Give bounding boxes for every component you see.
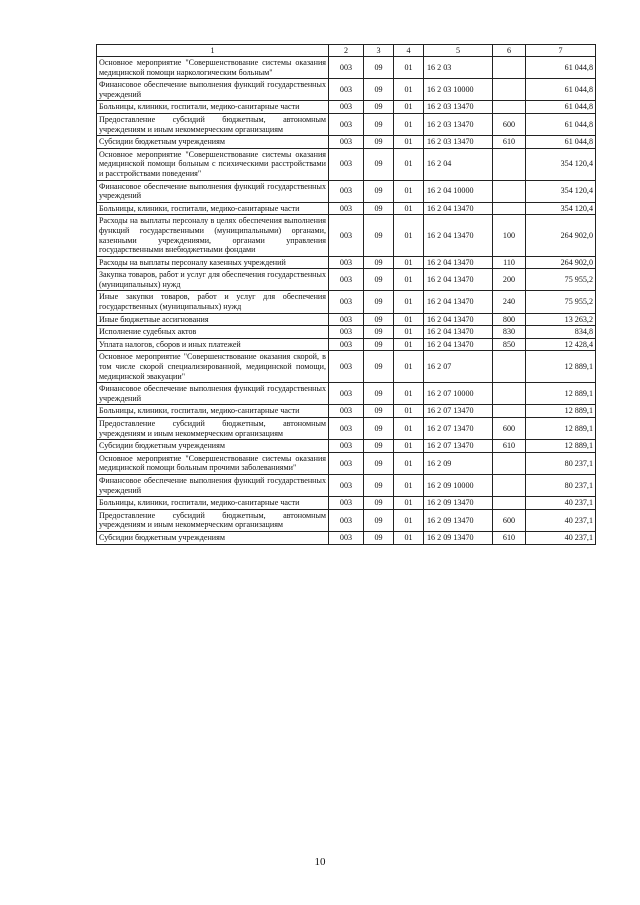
cell-subsection: 01 bbox=[394, 136, 424, 149]
cell-description: Расходы на выплаты персоналу казенных учреждений bbox=[97, 256, 329, 269]
cell-expense-type bbox=[493, 405, 526, 418]
cell-code-admin: 003 bbox=[329, 215, 364, 256]
table-row bbox=[97, 338, 596, 351]
cell-section: 09 bbox=[364, 418, 394, 440]
cell-subsection: 01 bbox=[394, 101, 424, 114]
cell-target-article: 16 2 07 bbox=[424, 351, 493, 383]
cell-section: 09 bbox=[364, 405, 394, 418]
cell-expense-type bbox=[493, 497, 526, 510]
cell-subsection: 01 bbox=[394, 256, 424, 269]
cell-code-admin: 003 bbox=[329, 418, 364, 440]
cell-code-admin: 003 bbox=[329, 326, 364, 339]
table-row bbox=[97, 531, 596, 544]
cell-amount: 61 044,8 bbox=[526, 57, 596, 79]
table-row bbox=[97, 136, 596, 149]
cell-subsection: 01 bbox=[394, 509, 424, 531]
table-row bbox=[97, 113, 596, 135]
cell-code-admin: 003 bbox=[329, 474, 364, 496]
cell-section: 09 bbox=[364, 101, 394, 114]
budget-table bbox=[96, 44, 596, 545]
cell-amount: 12 889,1 bbox=[526, 405, 596, 418]
cell-amount: 12 428,4 bbox=[526, 338, 596, 351]
cell-section: 09 bbox=[364, 269, 394, 291]
header-col-5: 5 bbox=[424, 45, 493, 57]
cell-code-admin: 003 bbox=[329, 405, 364, 418]
cell-description: Предоставление субсидий бюджетным, автономным учреждениям и иным некоммерческим организациям bbox=[97, 509, 329, 531]
cell-code-admin: 003 bbox=[329, 202, 364, 215]
cell-expense-type: 600 bbox=[493, 418, 526, 440]
cell-subsection: 01 bbox=[394, 338, 424, 351]
cell-section: 09 bbox=[364, 531, 394, 544]
cell-description: Больницы, клиники, госпитали, медико-санитарные части bbox=[97, 405, 329, 418]
cell-section: 09 bbox=[364, 497, 394, 510]
table-row bbox=[97, 291, 596, 313]
cell-expense-type bbox=[493, 79, 526, 101]
table-row bbox=[97, 180, 596, 202]
cell-target-article: 16 2 03 bbox=[424, 57, 493, 79]
cell-subsection: 01 bbox=[394, 180, 424, 202]
cell-amount: 40 237,1 bbox=[526, 509, 596, 531]
cell-section: 09 bbox=[364, 136, 394, 149]
cell-subsection: 01 bbox=[394, 405, 424, 418]
cell-amount: 80 237,1 bbox=[526, 452, 596, 474]
cell-description: Субсидии бюджетным учреждениям bbox=[97, 136, 329, 149]
table-row bbox=[97, 148, 596, 180]
budget-table-sheet bbox=[96, 44, 595, 545]
cell-target-article: 16 2 09 10000 bbox=[424, 474, 493, 496]
cell-description: Основное мероприятие "Совершенствование оказания скорой, в том числе скорой специализированной, медицинской помощи, медицинской эвакуации" bbox=[97, 351, 329, 383]
cell-description: Финансовое обеспечение выполнения функций государственных учреждений bbox=[97, 383, 329, 405]
cell-target-article: 16 2 04 13470 bbox=[424, 313, 493, 326]
table-row bbox=[97, 313, 596, 326]
cell-code-admin: 003 bbox=[329, 351, 364, 383]
cell-subsection: 01 bbox=[394, 531, 424, 544]
cell-subsection: 01 bbox=[394, 57, 424, 79]
cell-expense-type: 100 bbox=[493, 215, 526, 256]
cell-expense-type bbox=[493, 101, 526, 114]
cell-section: 09 bbox=[364, 148, 394, 180]
cell-expense-type bbox=[493, 148, 526, 180]
cell-section: 09 bbox=[364, 291, 394, 313]
cell-expense-type bbox=[493, 383, 526, 405]
cell-section: 09 bbox=[364, 509, 394, 531]
cell-description: Уплата налогов, сборов и иных платежей bbox=[97, 338, 329, 351]
cell-target-article: 16 2 04 bbox=[424, 148, 493, 180]
cell-subsection: 01 bbox=[394, 351, 424, 383]
cell-description: Основное мероприятие "Совершенствование системы оказания медицинской помощи больным прочими заболеваниями" bbox=[97, 452, 329, 474]
cell-description: Субсидии бюджетным учреждениям bbox=[97, 440, 329, 453]
cell-expense-type: 850 bbox=[493, 338, 526, 351]
cell-amount: 40 237,1 bbox=[526, 531, 596, 544]
table-row bbox=[97, 215, 596, 256]
cell-amount: 264 902,0 bbox=[526, 256, 596, 269]
cell-expense-type: 240 bbox=[493, 291, 526, 313]
cell-subsection: 01 bbox=[394, 326, 424, 339]
header-col-7: 7 bbox=[526, 45, 596, 57]
cell-target-article: 16 2 09 13470 bbox=[424, 531, 493, 544]
table-row bbox=[97, 202, 596, 215]
cell-description: Субсидии бюджетным учреждениям bbox=[97, 531, 329, 544]
table-row bbox=[97, 474, 596, 496]
cell-code-admin: 003 bbox=[329, 291, 364, 313]
cell-amount: 834,8 bbox=[526, 326, 596, 339]
cell-description: Больницы, клиники, госпитали, медико-санитарные части bbox=[97, 101, 329, 114]
cell-description: Финансовое обеспечение выполнения функций государственных учреждений bbox=[97, 474, 329, 496]
cell-expense-type: 830 bbox=[493, 326, 526, 339]
table-row bbox=[97, 509, 596, 531]
cell-code-admin: 003 bbox=[329, 79, 364, 101]
cell-code-admin: 003 bbox=[329, 256, 364, 269]
cell-expense-type: 800 bbox=[493, 313, 526, 326]
cell-section: 09 bbox=[364, 113, 394, 135]
cell-target-article: 16 2 07 13470 bbox=[424, 405, 493, 418]
cell-expense-type: 110 bbox=[493, 256, 526, 269]
cell-target-article: 16 2 04 13470 bbox=[424, 291, 493, 313]
cell-expense-type: 610 bbox=[493, 136, 526, 149]
cell-section: 09 bbox=[364, 326, 394, 339]
cell-subsection: 01 bbox=[394, 291, 424, 313]
header-col-6: 6 bbox=[493, 45, 526, 57]
table-row bbox=[97, 101, 596, 114]
header-col-4: 4 bbox=[394, 45, 424, 57]
cell-expense-type bbox=[493, 351, 526, 383]
cell-subsection: 01 bbox=[394, 474, 424, 496]
cell-expense-type: 200 bbox=[493, 269, 526, 291]
cell-amount: 12 889,1 bbox=[526, 351, 596, 383]
cell-description: Закупка товаров, работ и услуг для обеспечения государственных (муниципальных) нужд bbox=[97, 269, 329, 291]
cell-amount: 61 044,8 bbox=[526, 101, 596, 114]
cell-description: Больницы, клиники, госпитали, медико-санитарные части bbox=[97, 497, 329, 510]
cell-section: 09 bbox=[364, 351, 394, 383]
cell-subsection: 01 bbox=[394, 79, 424, 101]
cell-subsection: 01 bbox=[394, 383, 424, 405]
cell-section: 09 bbox=[364, 79, 394, 101]
cell-description: Финансовое обеспечение выполнения функций государственных учреждений bbox=[97, 180, 329, 202]
cell-subsection: 01 bbox=[394, 313, 424, 326]
table-row bbox=[97, 405, 596, 418]
page-number: 10 bbox=[314, 856, 326, 868]
cell-amount: 75 955,2 bbox=[526, 269, 596, 291]
cell-target-article: 16 2 09 13470 bbox=[424, 497, 493, 510]
cell-amount: 80 237,1 bbox=[526, 474, 596, 496]
cell-target-article: 16 2 07 10000 bbox=[424, 383, 493, 405]
table-row bbox=[97, 79, 596, 101]
cell-description: Расходы на выплаты персоналу в целях обеспечения выполнения функций государственными (муниципальными) органами, казенными учреждениями, органами управления государственными внебюджетными фондами bbox=[97, 215, 329, 256]
cell-code-admin: 003 bbox=[329, 338, 364, 351]
cell-description: Иные бюджетные ассигнования bbox=[97, 313, 329, 326]
table-body bbox=[97, 57, 596, 545]
cell-subsection: 01 bbox=[394, 497, 424, 510]
cell-code-admin: 003 bbox=[329, 383, 364, 405]
cell-expense-type bbox=[493, 57, 526, 79]
cell-subsection: 01 bbox=[394, 113, 424, 135]
cell-target-article: 16 2 07 13470 bbox=[424, 418, 493, 440]
cell-code-admin: 003 bbox=[329, 269, 364, 291]
cell-amount: 13 263,2 bbox=[526, 313, 596, 326]
cell-code-admin: 003 bbox=[329, 440, 364, 453]
cell-section: 09 bbox=[364, 338, 394, 351]
cell-section: 09 bbox=[364, 215, 394, 256]
cell-description: Основное мероприятие "Совершенствование системы оказания медицинской помощи наркологическим больным" bbox=[97, 57, 329, 79]
cell-code-admin: 003 bbox=[329, 531, 364, 544]
cell-code-admin: 003 bbox=[329, 313, 364, 326]
cell-target-article: 16 2 03 10000 bbox=[424, 79, 493, 101]
cell-expense-type: 600 bbox=[493, 113, 526, 135]
cell-code-admin: 003 bbox=[329, 452, 364, 474]
cell-section: 09 bbox=[364, 313, 394, 326]
cell-description: Исполнение судебных актов bbox=[97, 326, 329, 339]
cell-amount: 12 889,1 bbox=[526, 383, 596, 405]
cell-description: Основное мероприятие "Совершенствование системы оказания медицинской помощи больным с психическими расстройствами и расстройствами поведения" bbox=[97, 148, 329, 180]
table-row bbox=[97, 440, 596, 453]
cell-section: 09 bbox=[364, 383, 394, 405]
table-row bbox=[97, 452, 596, 474]
cell-code-admin: 003 bbox=[329, 113, 364, 135]
cell-subsection: 01 bbox=[394, 202, 424, 215]
cell-target-article: 16 2 04 13470 bbox=[424, 338, 493, 351]
cell-code-admin: 003 bbox=[329, 57, 364, 79]
cell-section: 09 bbox=[364, 180, 394, 202]
cell-amount: 61 044,8 bbox=[526, 136, 596, 149]
cell-target-article: 16 2 03 13470 bbox=[424, 113, 493, 135]
cell-description: Больницы, клиники, госпитали, медико-санитарные части bbox=[97, 202, 329, 215]
cell-amount: 354 120,4 bbox=[526, 180, 596, 202]
table-row bbox=[97, 351, 596, 383]
cell-expense-type: 610 bbox=[493, 531, 526, 544]
cell-amount: 61 044,8 bbox=[526, 113, 596, 135]
cell-target-article: 16 2 07 13470 bbox=[424, 440, 493, 453]
cell-subsection: 01 bbox=[394, 269, 424, 291]
table-row bbox=[97, 256, 596, 269]
cell-expense-type: 610 bbox=[493, 440, 526, 453]
cell-target-article: 16 2 04 13470 bbox=[424, 215, 493, 256]
table-header-row bbox=[97, 45, 596, 57]
header-col-2: 2 bbox=[329, 45, 364, 57]
cell-target-article: 16 2 09 bbox=[424, 452, 493, 474]
cell-target-article: 16 2 04 13470 bbox=[424, 256, 493, 269]
cell-amount: 12 889,1 bbox=[526, 440, 596, 453]
table-row bbox=[97, 269, 596, 291]
cell-amount: 61 044,8 bbox=[526, 79, 596, 101]
cell-subsection: 01 bbox=[394, 440, 424, 453]
cell-target-article: 16 2 04 10000 bbox=[424, 180, 493, 202]
cell-target-article: 16 2 09 13470 bbox=[424, 509, 493, 531]
cell-subsection: 01 bbox=[394, 452, 424, 474]
table-row bbox=[97, 383, 596, 405]
header-col-1: 1 bbox=[97, 45, 329, 57]
cell-code-admin: 003 bbox=[329, 497, 364, 510]
cell-code-admin: 003 bbox=[329, 180, 364, 202]
cell-description: Иные закупки товаров, работ и услуг для обеспечения государственных (муниципальных) нужд bbox=[97, 291, 329, 313]
cell-section: 09 bbox=[364, 440, 394, 453]
cell-section: 09 bbox=[364, 474, 394, 496]
cell-amount: 40 237,1 bbox=[526, 497, 596, 510]
cell-code-admin: 003 bbox=[329, 509, 364, 531]
cell-description: Финансовое обеспечение выполнения функций государственных учреждений bbox=[97, 79, 329, 101]
cell-section: 09 bbox=[364, 256, 394, 269]
cell-section: 09 bbox=[364, 202, 394, 215]
table-row bbox=[97, 326, 596, 339]
cell-expense-type bbox=[493, 180, 526, 202]
cell-description: Предоставление субсидий бюджетным, автономным учреждениям и иным некоммерческим организациям bbox=[97, 418, 329, 440]
cell-code-admin: 003 bbox=[329, 148, 364, 180]
cell-target-article: 16 2 04 13470 bbox=[424, 269, 493, 291]
cell-subsection: 01 bbox=[394, 215, 424, 256]
cell-amount: 264 902,0 bbox=[526, 215, 596, 256]
cell-code-admin: 003 bbox=[329, 136, 364, 149]
cell-subsection: 01 bbox=[394, 418, 424, 440]
table-row bbox=[97, 497, 596, 510]
cell-amount: 12 889,1 bbox=[526, 418, 596, 440]
table-row bbox=[97, 418, 596, 440]
cell-description: Предоставление субсидий бюджетным, автономным учреждениям и иным некоммерческим организациям bbox=[97, 113, 329, 135]
cell-target-article: 16 2 03 13470 bbox=[424, 136, 493, 149]
cell-section: 09 bbox=[364, 57, 394, 79]
cell-expense-type bbox=[493, 474, 526, 496]
cell-section: 09 bbox=[364, 452, 394, 474]
cell-subsection: 01 bbox=[394, 148, 424, 180]
header-col-3: 3 bbox=[364, 45, 394, 57]
cell-amount: 75 955,2 bbox=[526, 291, 596, 313]
cell-target-article: 16 2 03 13470 bbox=[424, 101, 493, 114]
cell-expense-type: 600 bbox=[493, 509, 526, 531]
cell-amount: 354 120,4 bbox=[526, 148, 596, 180]
cell-amount: 354 120,4 bbox=[526, 202, 596, 215]
cell-target-article: 16 2 04 13470 bbox=[424, 202, 493, 215]
cell-expense-type bbox=[493, 202, 526, 215]
table-row bbox=[97, 57, 596, 79]
cell-expense-type bbox=[493, 452, 526, 474]
cell-target-article: 16 2 04 13470 bbox=[424, 326, 493, 339]
cell-code-admin: 003 bbox=[329, 101, 364, 114]
